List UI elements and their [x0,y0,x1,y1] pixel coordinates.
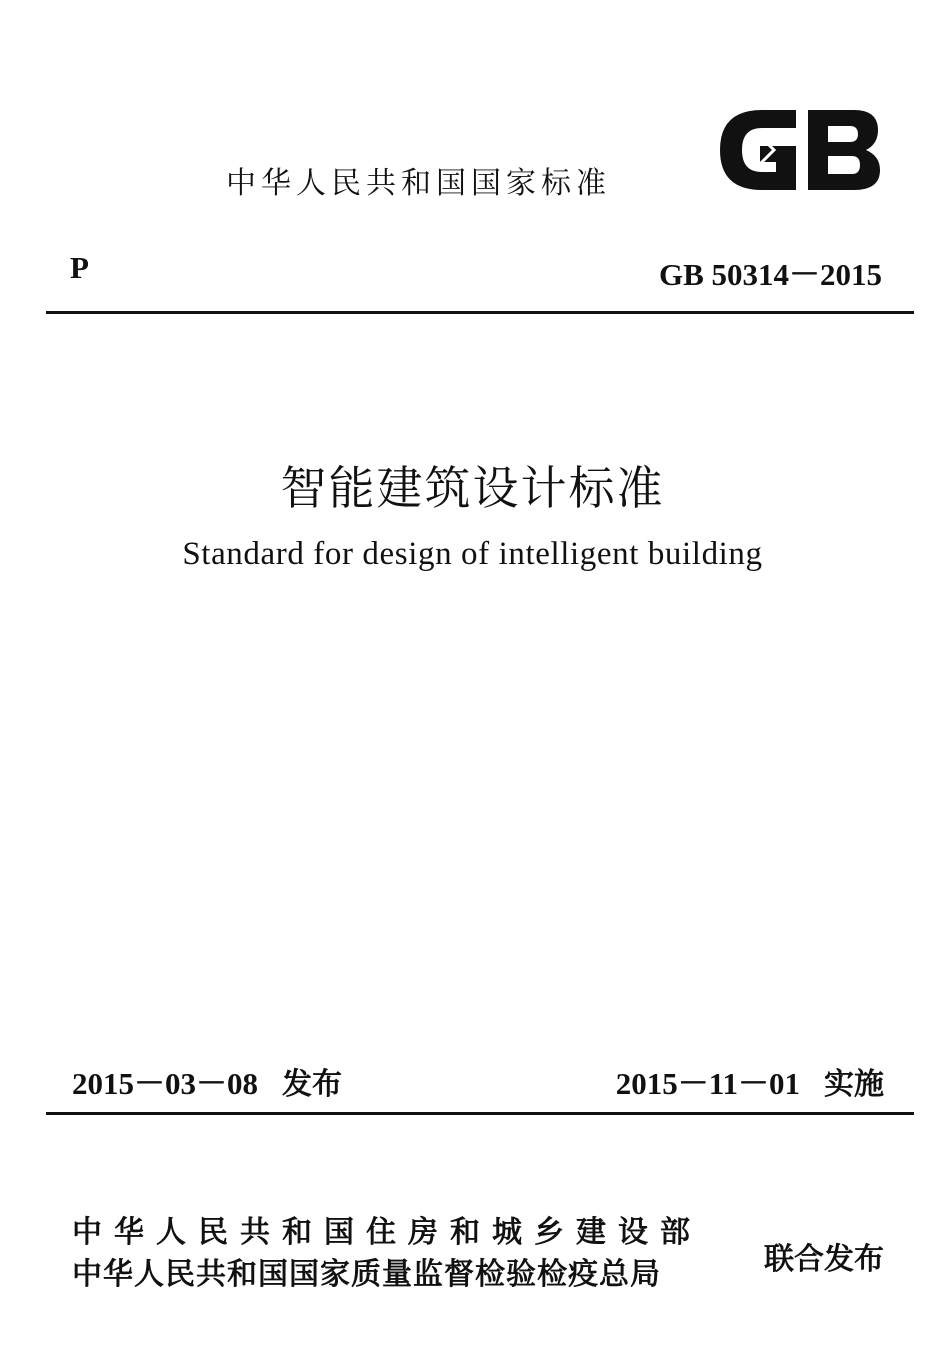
gb-logo-b [808,110,880,190]
issue-date-block [72,1058,342,1103]
standard-number: GB 50314－2015 [658,257,882,292]
bottom-divider [46,1112,914,1115]
issue-label: 发布 [282,1067,342,1102]
top-divider [46,311,914,314]
standard-series-title: 中华人民共和国国家标准 [226,166,611,201]
issuer-ministry: 中华人民共和国住房和城乡建设部 [72,1215,702,1250]
gb-logo-g [720,110,796,190]
implement-date-block [616,1058,884,1103]
issue-date: 2015－03－08 [72,1066,258,1101]
document-title-en: Standard for design of intelligent building [182,536,763,572]
issuer-aqsiq: 中华人民共和国国家质量监督检验检疫总局 [72,1257,661,1292]
document-title-cn: 智能建筑设计标准 [280,461,665,515]
category-code: P [70,250,89,285]
joint-issue-label: 联合发布 [764,1242,884,1277]
implement-label: 实施 [824,1067,884,1102]
issuer-list [72,1212,702,1296]
gb-logo [714,104,884,196]
implement-date: 2015－11－01 [615,1066,800,1101]
